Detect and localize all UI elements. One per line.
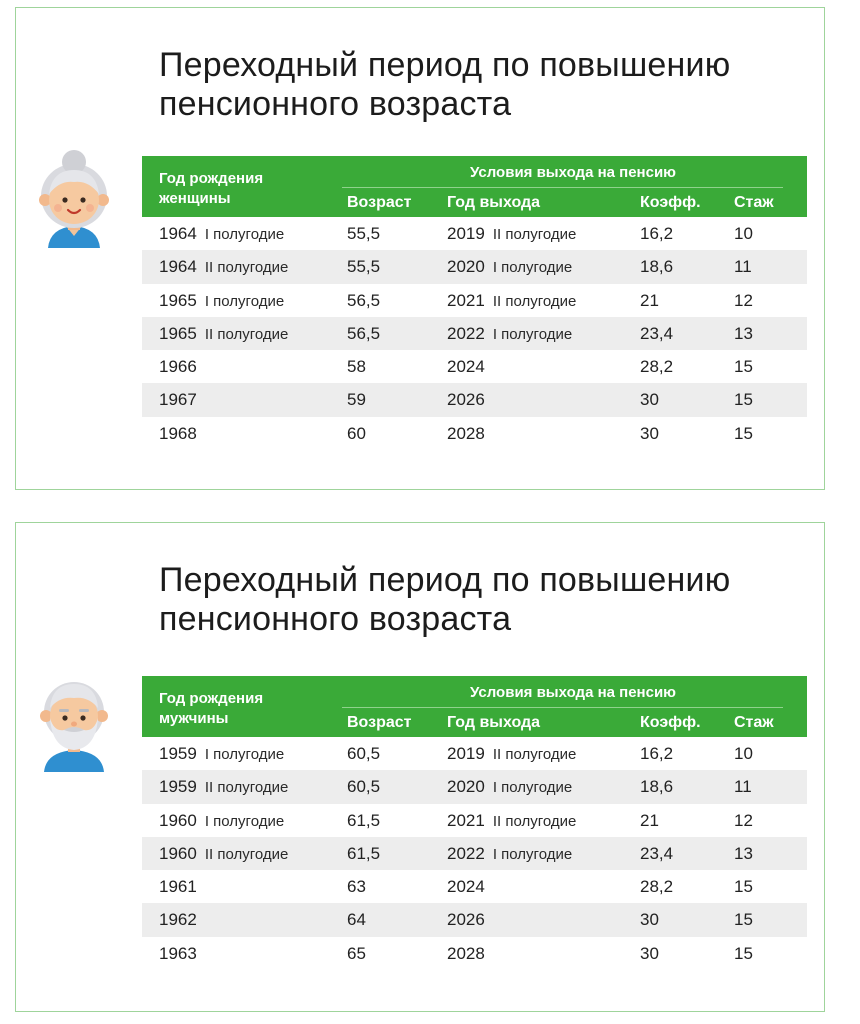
header-experience: Стаж xyxy=(734,194,774,211)
women-table xyxy=(142,156,807,450)
half-year: I полугодие xyxy=(204,226,285,243)
year-value: 1960 xyxy=(159,810,197,830)
age-cell: 61,5 xyxy=(347,810,381,830)
experience-cell: 13 xyxy=(734,843,753,863)
experience-cell: 11 xyxy=(734,257,752,277)
birth-year-cell xyxy=(159,257,288,277)
year-value: 1960 xyxy=(159,843,197,863)
table-row xyxy=(142,937,807,970)
experience-cell: 15 xyxy=(734,943,753,963)
birth-year-cell: 1961 xyxy=(159,877,197,897)
retire-cell xyxy=(447,324,572,344)
coef-cell: 16,2 xyxy=(640,224,674,243)
header-divider xyxy=(342,187,783,188)
table-header xyxy=(142,676,807,737)
coef-cell: 16,2 xyxy=(640,744,674,763)
header-coef: Коэфф. xyxy=(640,194,701,211)
birth-year-cell xyxy=(159,844,288,864)
age-cell: 65 xyxy=(347,943,366,963)
header-divider xyxy=(342,707,783,708)
retire-value: 2022 xyxy=(447,843,485,863)
retire-cell: 2028 xyxy=(447,943,485,963)
header-age: Возраст xyxy=(347,714,412,731)
retire-cell xyxy=(447,844,572,864)
experience-cell: 12 xyxy=(734,290,753,310)
half-year: II полугодие xyxy=(492,292,577,310)
experience-cell: 15 xyxy=(734,357,753,377)
half-year: II полугодие xyxy=(204,845,289,863)
table-row xyxy=(142,804,807,837)
title-line-2: пенсионного возраста xyxy=(159,600,512,638)
retire-cell xyxy=(447,291,576,311)
age-cell: 60 xyxy=(347,423,366,443)
birth-year-cell xyxy=(159,324,288,344)
age-cell: 61,5 xyxy=(347,843,381,863)
header-experience: Стаж xyxy=(734,714,774,731)
page-title xyxy=(159,46,809,124)
header-year-line-2: мужчины xyxy=(159,710,229,727)
retire-cell xyxy=(447,811,576,831)
coef-cell: 30 xyxy=(640,423,659,443)
header-conditions: Условия выхода на пенсию xyxy=(470,164,676,181)
half-year: I полугодие xyxy=(204,292,285,310)
retire-value: 2021 xyxy=(447,290,485,310)
coef-cell: 28,2 xyxy=(640,357,674,377)
age-cell: 60,5 xyxy=(347,777,381,797)
men-table xyxy=(142,676,807,970)
experience-cell: 10 xyxy=(734,744,753,763)
birth-year-cell: 1962 xyxy=(159,910,197,930)
birth-year-cell: 1968 xyxy=(159,423,197,443)
birth-year-cell xyxy=(159,224,284,244)
retire-value: 2020 xyxy=(447,777,485,797)
header-year-line-1: Год рождения xyxy=(159,170,264,187)
header-conditions: Условия выхода на пенсию xyxy=(470,684,676,701)
half-year: II полугодие xyxy=(492,226,577,243)
coef-cell: 28,2 xyxy=(640,877,674,897)
year-value: 1964 xyxy=(159,224,197,243)
header-birth-year xyxy=(159,689,339,729)
title-line-2: пенсионного возраста xyxy=(159,85,512,123)
elderly-man-icon xyxy=(38,672,110,772)
age-cell: 56,5 xyxy=(347,323,381,343)
half-year: II полугодие xyxy=(204,779,289,797)
header-birth-year xyxy=(159,169,339,209)
experience-cell: 13 xyxy=(734,323,753,343)
coef-cell: 18,6 xyxy=(640,257,674,277)
table-row xyxy=(142,770,807,803)
coef-cell: 23,4 xyxy=(640,843,674,863)
birth-year-cell xyxy=(159,744,284,764)
age-cell: 63 xyxy=(347,877,366,897)
half-year: II полугодие xyxy=(492,812,577,830)
retire-cell xyxy=(447,777,572,797)
elderly-woman-icon xyxy=(38,148,110,248)
table-row xyxy=(142,903,807,936)
header-year-line-1: Год рождения xyxy=(159,690,264,707)
retire-value: 2019 xyxy=(447,224,485,243)
header-coef: Коэфф. xyxy=(640,714,701,731)
table-row xyxy=(142,383,807,416)
half-year: I полугодие xyxy=(492,779,573,797)
page-title xyxy=(159,561,809,639)
retire-cell xyxy=(447,224,576,244)
half-year: II полугодие xyxy=(492,746,577,763)
retire-value: 2020 xyxy=(447,257,485,277)
retire-cell: 2028 xyxy=(447,423,485,443)
half-year: I полугодие xyxy=(492,845,573,863)
retire-value: 2022 xyxy=(447,323,485,343)
year-value: 1959 xyxy=(159,777,197,797)
age-cell: 56,5 xyxy=(347,290,381,310)
retire-cell xyxy=(447,744,576,764)
coef-cell: 30 xyxy=(640,910,659,930)
birth-year-cell: 1963 xyxy=(159,943,197,963)
table-row xyxy=(142,417,807,450)
table-row xyxy=(142,350,807,383)
table-row xyxy=(142,284,807,317)
retire-value: 2019 xyxy=(447,744,485,763)
retire-cell xyxy=(447,257,572,277)
half-year: I полугодие xyxy=(492,325,573,343)
year-value: 1964 xyxy=(159,257,197,277)
coef-cell: 23,4 xyxy=(640,323,674,343)
experience-cell: 10 xyxy=(734,224,753,243)
birth-year-cell: 1967 xyxy=(159,390,197,410)
age-cell: 60,5 xyxy=(347,744,381,763)
half-year: I полугодие xyxy=(492,259,573,277)
birth-year-cell xyxy=(159,811,284,831)
coef-cell: 30 xyxy=(640,390,659,410)
men-card xyxy=(15,522,825,1012)
table-row xyxy=(142,317,807,350)
experience-cell: 15 xyxy=(734,910,753,930)
coef-cell: 21 xyxy=(640,290,659,310)
year-value: 1965 xyxy=(159,323,197,343)
header-retire-year: Год выхода xyxy=(447,714,541,731)
year-value: 1965 xyxy=(159,290,197,310)
retire-cell: 2024 xyxy=(447,877,485,897)
experience-cell: 15 xyxy=(734,423,753,443)
age-cell: 64 xyxy=(347,910,366,930)
title-line-1: Переходный период по повышению xyxy=(159,46,731,84)
half-year: I полугодие xyxy=(204,746,285,763)
title-line-1: Переходный период по повышению xyxy=(159,561,731,599)
table-row xyxy=(142,737,807,770)
experience-cell: 12 xyxy=(734,810,753,830)
birth-year-cell xyxy=(159,777,288,797)
age-cell: 55,5 xyxy=(347,224,381,243)
retire-value: 2021 xyxy=(447,810,485,830)
table-row xyxy=(142,870,807,903)
women-card xyxy=(15,7,825,490)
half-year: II полугодие xyxy=(204,325,289,343)
coef-cell: 18,6 xyxy=(640,777,674,797)
experience-cell: 15 xyxy=(734,877,753,897)
half-year: II полугодие xyxy=(204,259,289,277)
table-row xyxy=(142,837,807,870)
coef-cell: 21 xyxy=(640,810,659,830)
birth-year-cell: 1966 xyxy=(159,357,197,377)
age-cell: 58 xyxy=(347,357,366,377)
retire-cell: 2026 xyxy=(447,910,485,930)
header-year-line-2: женщины xyxy=(159,190,231,207)
birth-year-cell xyxy=(159,291,284,311)
age-cell: 55,5 xyxy=(347,257,381,277)
year-value: 1959 xyxy=(159,744,197,763)
retire-cell: 2026 xyxy=(447,390,485,410)
half-year: I полугодие xyxy=(204,812,285,830)
table-row xyxy=(142,217,807,250)
header-age: Возраст xyxy=(347,194,412,211)
experience-cell: 15 xyxy=(734,390,753,410)
table-header xyxy=(142,156,807,217)
header-retire-year: Год выхода xyxy=(447,194,541,211)
retire-cell: 2024 xyxy=(447,357,485,377)
table-row xyxy=(142,250,807,283)
age-cell: 59 xyxy=(347,390,366,410)
experience-cell: 11 xyxy=(734,777,752,797)
coef-cell: 30 xyxy=(640,943,659,963)
